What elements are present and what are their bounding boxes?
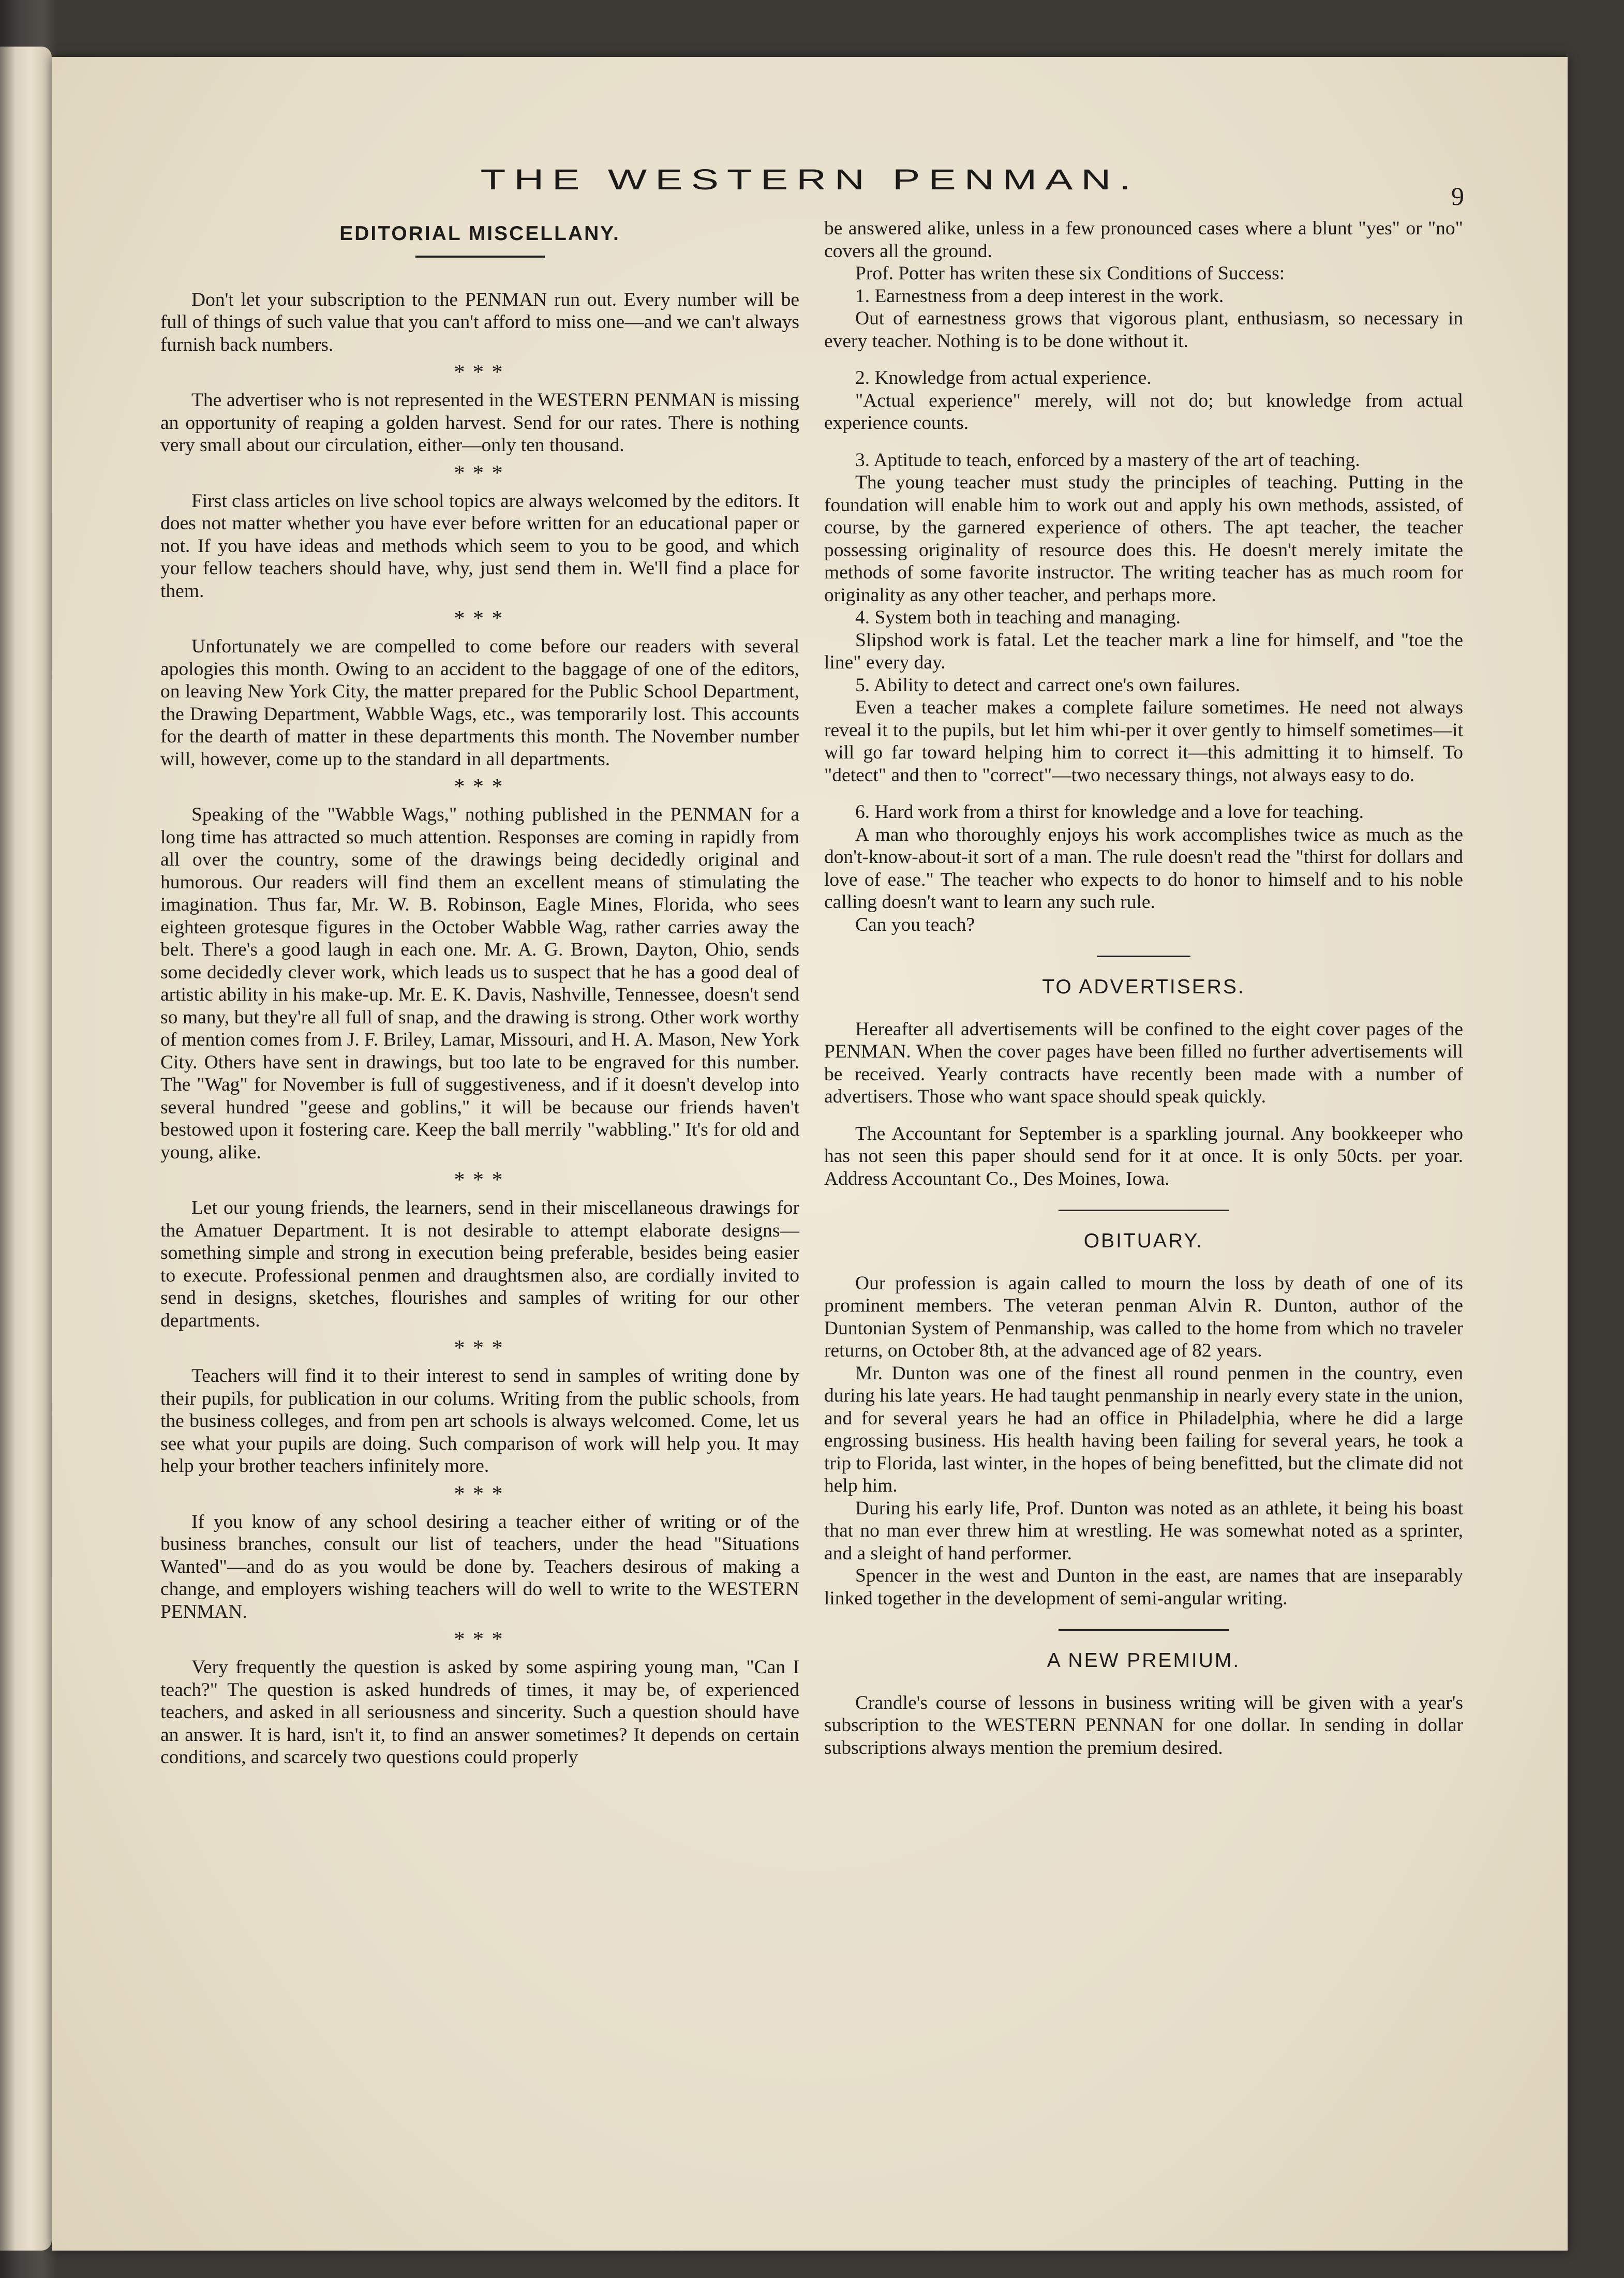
condition-item: 6. Hard work from a thirst for knowledge and a love for teaching. <box>855 801 1364 823</box>
section-rule <box>1059 1210 1229 1211</box>
separator-stars: * * * <box>454 461 506 485</box>
separator-stars: * * * <box>454 1336 506 1360</box>
spacer <box>824 1004 1463 1018</box>
book-binding-edge <box>0 47 52 2251</box>
condition-item: 3. Aptitude to teach, enforced by a mastery of the art of teaching. <box>855 449 1360 471</box>
left-column <box>160 217 799 1769</box>
editorial-paragraph: The advertiser who is not represented in the WESTERN PENMAN is missing an opportunity of reaping a golden harvest. Send for our rates. There is nothing very small about our circulation, either—only ten thousand. <box>160 390 799 456</box>
separator-stars: * * * <box>454 1168 506 1192</box>
document-page <box>52 57 1568 2251</box>
separator-stars: * * * <box>454 1482 506 1506</box>
heading-rule <box>415 256 545 258</box>
separator-stars: * * * <box>454 1628 506 1651</box>
section-rule <box>1097 956 1190 957</box>
separator-stars: * * * <box>454 775 506 799</box>
condition-item: 2. Knowledge from actual experience. <box>855 367 1152 389</box>
obituary-heading: OBITUARY. <box>1083 1230 1204 1252</box>
premium-heading: A NEW PREMIUM. <box>1047 1649 1241 1672</box>
masthead: THE WESTERN PENMAN. <box>480 163 1139 196</box>
obituary-paragraph: Spencer in the west and Dunton in the east, are names that are inseparably linked together in the development of semi-angular writing. <box>824 1565 1463 1609</box>
advertisers-paragraph: The Accountant for September is a sparkling journal. Any bookkeeper who has not seen this paper should send for it at once. It is only 50cts. per yoar. Address Accountant Co., Des Moines, Iowa. <box>824 1123 1463 1189</box>
condition-item: 1. Earnestness from a deep interest in the work. <box>855 285 1224 307</box>
spacer <box>824 435 1463 449</box>
editorial-paragraph: First class articles on live school topics are always welcomed by the editors. It does not matter whether you have ever before written for an educational paper or not. If you have ideas and methods which seem to you to be good, and which your fellow teachers should have, why, just send them in. We'll find a place for them. <box>160 490 799 602</box>
editorial-heading: EDITORIAL MISCELLANY. <box>339 222 620 245</box>
editorial-paragraph: If you know of any school desiring a teacher either of writing or of the business branches, consult our list of teachers, under the head "Situations Wanted"—and do as you would be done by. Teachers desirous of making a change, and employers wishing teachers will do well to write to the WESTERN PENMAN. <box>160 1511 799 1622</box>
condition-explanation: The young teacher must study the principles of teaching. Putting in the foundation will enable him to work out and apply his own methods, assisted, of course, by the garnered experience of others. The apt teacher, the teacher possessing originality of resource does this. He doesn't merely imitate the methods of some favorite instructor. The writing teacher has as much room for originality as any other teacher, and perhaps more. <box>824 472 1463 606</box>
editorial-paragraph: Teachers will find it to their interest to send in samples of writing done by their pupils, for publication in our colums. Writing from the public schools, from the business colleges, and from pen art schools is always welcomed. Come, let us see what your pupils are doing. Such comparison of work will help you. It may help your brother teachers infinitely more. <box>160 1365 799 1477</box>
spacer <box>824 1108 1463 1123</box>
editorial-paragraph: Very frequently the question is asked by some aspiring young man, "Can I teach?" The question is asked hundreds of times, it may be, of experienced teachers, and asked in all seriousness and sincerity. Such a question should have an answer. It is hard, isn't it, to find an answer sometimes? It depends on certain conditions, and scarcely two questions could properly <box>160 1657 799 1768</box>
condition-item: 5. Ability to detect and carrect one's own failures. <box>855 674 1241 696</box>
spacer <box>824 1258 1463 1272</box>
right-column <box>824 217 1463 1759</box>
editorial-paragraph: Unfortunately we are compelled to come before our readers with several apologies this month. Owing to an accident to the baggage of one of the editors, on leaving New York City, the matter prepared for the Public School Department, the Drawing Department, Wabble Wags, etc., was temporarily lost. This accounts for the dearth of matter in these departments this month. The November number will, however, come up to the standard in all departments. <box>160 636 799 770</box>
spacer <box>824 352 1463 367</box>
advertisers-heading: TO ADVERTISERS. <box>1042 976 1245 998</box>
condition-explanation: Slipshod work is fatal. Let the teacher mark a line for himself, and "toe the line" every day. <box>824 629 1463 673</box>
conditions-intro: Prof. Potter has writen these six Conditions of Success: <box>855 263 1285 284</box>
separator-stars: * * * <box>454 361 506 384</box>
condition-explanation: Even a teacher makes a complete failure sometimes. He need not always reveal it to the pupils, but let him whi-per it over gently to himself sometimes—it will go far toward helping him to correct it—this admitting it to himself. To "detect" and then to "correct"—two necessary things, not always easy to do. <box>824 697 1463 786</box>
condition-explanation: A man who thoroughly enjoys his work accomplishes twice as much as the don't-know-about-it sort of a man. The rule doesn't read the "thirst for dollars and love of ease." The teacher who expects to do honor to himself and to his noble calling doesn't want to learn any such rule. <box>824 824 1463 913</box>
spacer <box>824 786 1463 801</box>
condition-item: 4. System both in teaching and managing. <box>855 607 1181 628</box>
obituary-paragraph: During his early life, Prof. Dunton was noted as an athlete, it being his boast that no man ever threw him at wrestling. He was somewhat noted as a sprinter, and a sleight of hand performer. <box>824 1497 1463 1564</box>
spacer <box>824 1677 1463 1692</box>
condition-explanation: "Actual experience" merely, will not do; but knowledge from actual experience counts. <box>824 390 1463 434</box>
condition-explanation: Out of earnestness grows that vigorous plant, enthusiasm, so necessary in every teacher. Nothing is to be done without it. <box>824 308 1463 352</box>
obituary-paragraph: Mr. Dunton was one of the finest all round penmen in the country, even during his late years. He had taught penmanship in nearly every state in the union, and for several years he had an office in Philadelphia, where he did a large engrossing business. His health having been failing for several years, he took a trip to Florida, last winter, in the hopes of being benefitted, but the climate did not help him. <box>824 1362 1463 1496</box>
separator-stars: * * * <box>454 607 506 631</box>
editorial-paragraph: Let our young friends, the learners, send in their miscellaneous drawings for the Amatuer Department. It is not desirable to attempt elaborate designs—something simple and strong in execution being preferable, besides being easier to execute. Professional penmen and draughtsmen also, are cordially invited to send in designs, sketches, flourishes and samples of writing for our other departments. <box>160 1197 799 1331</box>
editorial-paragraph: Don't let your subscription to the PENMAN run out. Every number will be full of things of such value that you can't afford to miss one—and we can't always furnish back numbers. <box>160 289 799 355</box>
obituary-paragraph: Our profession is again called to mourn the loss by death of one of its prominent members. The veteran penman Alvin R. Dunton, author of the Duntonian System of Penmanship, was called to the home from which no traveler returns, on October 8th, at the advanced age of 82 years. <box>824 1272 1463 1361</box>
editorial-paragraph: Speaking of the "Wabble Wags," nothing published in the PENMAN for a long time has attracted so much attention. Responses are coming in rapidly from all over the country, some of the drawings being decidedly original and humorous. Our readers will find them an excellent means of stimulating the imagination. Thus far, Mr. W. B. Robinson, Eagle Mines, Florida, who sees eighteen grotesque figures in the October Wabble Wag, rather carries away the belt. There's a good laugh in each one. Mr. A. G. Brown, Dayton, Ohio, sends some decidedly clever work, which leads us to suspect that he has a good deal of artistic ability in his make-up. Mr. E. K. Davis, Nashville, Tennessee, doesn't send so many, but they're all full of snap, and the drawing is strong. Other work worthy of mention comes from J. F. Briley, Lamar, Missouri, and H. A. Mason, New York City. Others have sent in drawings, but too late to be engraved for this number. The "Wag" for November is full of suggestiveness, and if it doesn't develop into several hundred "geese and goblins," it will be because our friends haven't bestowed upon it fostering care. Keep the ball merrily "wabbling." It's for old and young, alike. <box>160 804 799 1163</box>
continued-paragraph: be answered alike, unless in a few pronounced cases where a blunt "yes" or "no" covers all the ground. <box>824 218 1463 262</box>
page-number: 9 <box>1451 182 1464 211</box>
premium-paragraph: Crandle's course of lessons in business writing will be given with a year's subscription to the WESTERN PENNAN for one dollar. In sending in dollar subscriptions always mention the premium desired. <box>824 1692 1463 1759</box>
advertisers-paragraph: Hereafter all advertisements will be confined to the eight cover pages of the PENMAN. When the cover pages have been filled no further advertisements will be received. Yearly contracts have recently been made with a number of advertisers. Those who want space should speak quickly. <box>824 1018 1463 1107</box>
section-rule <box>1059 1629 1229 1631</box>
closing-question: Can you teach? <box>855 914 975 935</box>
